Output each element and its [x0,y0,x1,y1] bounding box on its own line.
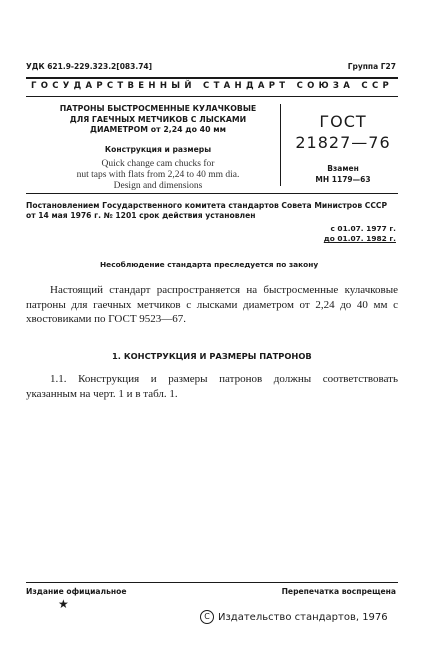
official-edition-label: Издание официальное [26,587,127,596]
udk-code: УДК 621.9-229.323.2[083.74] [26,62,153,71]
decree-line: Постановлением Государственного комитета стандартов Совета Министров СССР [26,201,388,210]
title-block [48,104,268,192]
group-code: Группа Г27 [347,62,396,71]
russian-subtitle: Конструкция и размеры [104,144,212,154]
section-heading: 1. КОНСТРУКЦИЯ И РАЗМЕРЫ ПАТРОНОВ [112,351,312,361]
russian-title [48,104,268,136]
gost-number: 21827—76 [295,133,391,152]
english-title [48,159,268,192]
english-title-line: Quick change cam chucks for [101,158,215,169]
intro-paragraph: Настоящий стандарт распространяется на быстросменные кулачковые патроны для гаечных метчиков с лысками диаметром от 2,24 до 40 мм с хвостовиками по ГОСТ 9523—67. [26,284,398,325]
title-divider [280,104,281,186]
decree-text [26,201,387,221]
header-rule [26,96,398,97]
replaces-value: МН 1179—63 [315,175,371,184]
state-standard-heading: ГОСУДАРСТВЕННЫЙ СТАНДАРТ СОЮЗА ССР [30,81,394,91]
english-title-line: nut taps with flats from 2,24 to 40 mm dia. [76,169,240,180]
russian-title-line: ПАТРОНЫ БЫСТРОСМЕННЫЕ КУЛАЧКОВЫЕ [59,104,257,113]
english-title-line: Design and dimensions [113,180,203,191]
reprint-prohibited-label: Перепечатка воспрещена [281,587,396,596]
replaces-label: Взамен [327,164,359,173]
star-icon: ★ [58,597,69,611]
validity-to: до 01.07. 1982 г. [323,234,396,243]
footer-rule [26,582,398,583]
clause-1-1: 1.1. Конструкция и размеры патронов должны соответствовать указанным на черт. 1 и в табл. 1. [26,373,398,400]
copyright-icon: С [200,610,214,624]
decree-line: от 14 мая 1976 г. № 1201 срок действия установлен [26,211,256,220]
validity-from: с 01.07. 1977 г. [330,224,396,233]
penalty-notice: Несоблюдение стандарта преследуется по закону [100,260,319,269]
validity-dates [324,224,396,244]
gost-label: ГОСТ [319,112,367,131]
top-rule [26,77,398,79]
gost-block [288,112,398,184]
russian-title-line: ДИАМЕТРОМ от 2,24 до 40 мм [90,125,226,134]
title-bottom-rule [26,193,398,194]
russian-title-line: ДЛЯ ГАЕЧНЫХ МЕТЧИКОВ С ЛЫСКАМИ [69,114,247,124]
copyright-text: Издательство стандартов, 1976 [218,612,388,623]
copyright-line [200,610,388,624]
